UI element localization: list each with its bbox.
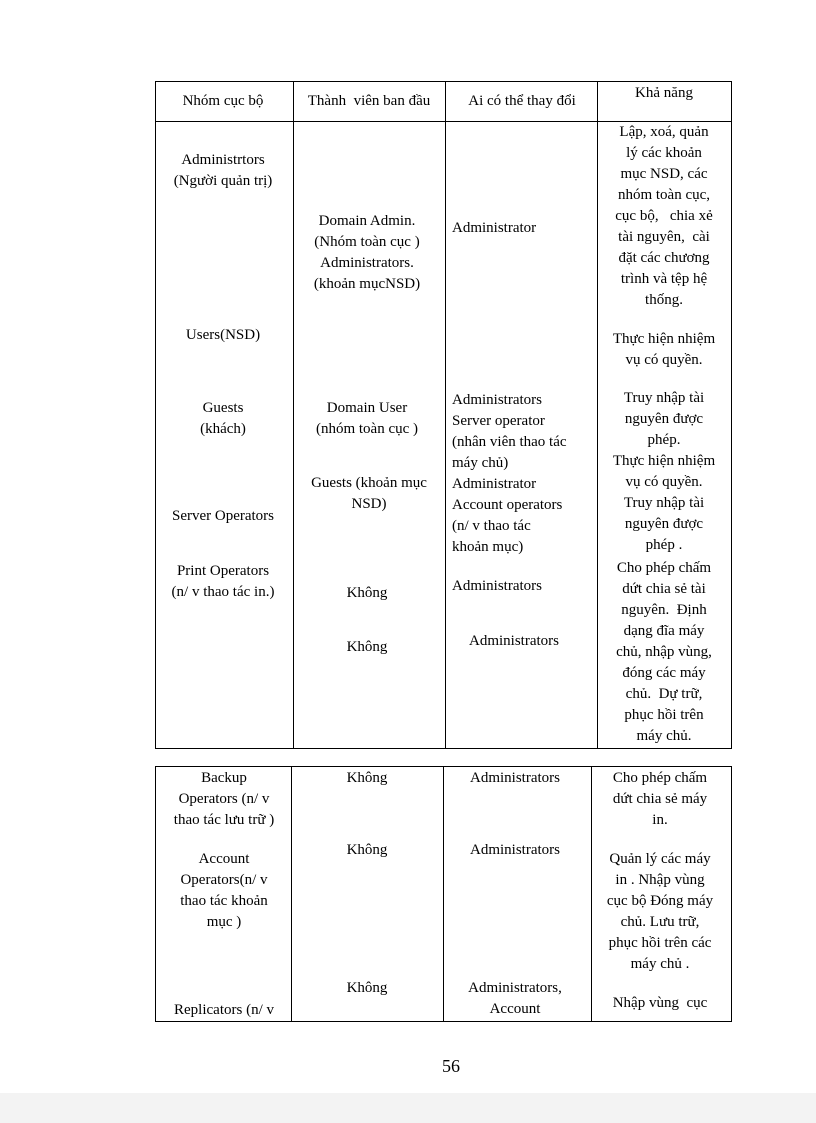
capability-text: Truy nhập tài: [623, 390, 705, 406]
capability-text: Lập, xoá, quản: [619, 124, 709, 140]
capability-text: chủ. Lưu trữ,: [620, 914, 700, 930]
member-text: Administrators.: [320, 255, 414, 271]
member-text: Domain User: [326, 400, 408, 416]
column-divider: [597, 82, 598, 748]
group-guests-note: (khách): [200, 421, 246, 437]
capability-text: dứt chia sẻ tài: [622, 581, 706, 597]
header-group: Nhóm cục bộ: [182, 93, 264, 109]
capability-text: mục NSD, các: [620, 166, 708, 182]
capability-text: vụ có quyền.: [625, 352, 703, 368]
capability-text: Cho phép chấm: [616, 560, 712, 576]
capability-text: nhóm toàn cục,: [617, 187, 711, 203]
changer-text: Administrators: [469, 633, 559, 649]
group-administrators: Administrtors: [181, 152, 265, 168]
capability-text: vụ có quyền.: [625, 474, 703, 490]
capability-text: phép .: [645, 537, 683, 553]
capability-text: Quản lý các máy: [609, 851, 711, 867]
capability-text: Nhập vùng cục: [612, 995, 708, 1011]
member-text: Không: [346, 585, 388, 601]
changer-text: Administrators,: [468, 980, 562, 996]
capability-text: thống.: [645, 292, 683, 308]
capability-text: chủ. Dự trữ,: [625, 686, 703, 702]
member-text: Guests (khoản mục: [311, 475, 427, 491]
capability-text: Cho phép chấm: [612, 770, 708, 786]
capability-text: nguyên. Định: [621, 602, 707, 618]
changer-text: khoản mục): [452, 539, 524, 555]
changer-text: Account: [489, 1001, 541, 1017]
changer-text: Administrators: [470, 842, 560, 858]
capability-text: dạng đĩa máy: [623, 623, 705, 639]
capability-text: phép.: [647, 432, 681, 448]
group-print-operators-note: (n/ v thao tác in.): [171, 584, 275, 600]
capability-text: nguyên được: [624, 516, 704, 532]
capability-text: tài nguyên, cài: [618, 229, 710, 245]
changer-text: Administrator: [452, 476, 537, 492]
group-text: Operators (n/ v: [178, 791, 270, 807]
member-text: (Nhóm toàn cục ): [314, 234, 420, 250]
capability-text: máy chủ .: [630, 956, 690, 972]
group-print-operators: Print Operators: [176, 563, 270, 579]
changer-text: Account operators: [452, 497, 563, 513]
member-text: Không: [346, 639, 388, 655]
member-text: Domain Admin.: [318, 213, 416, 229]
member-text: (nhóm toàn cục ): [315, 421, 419, 437]
capability-text: phục hồi trên: [624, 707, 704, 723]
column-divider: [293, 82, 294, 748]
group-users: Users(NSD): [185, 327, 261, 343]
header-who-can-change: Ai có thể thay đổi: [468, 93, 576, 109]
member-text: Không: [346, 842, 388, 858]
member-text: (khoản mụcNSD): [313, 276, 421, 292]
column-divider: [443, 767, 444, 1021]
member-text: NSD): [351, 496, 387, 512]
capability-text: phục hồi trên các: [608, 935, 712, 951]
group-replicators: Replicators (n/ v: [174, 1002, 274, 1018]
column-divider: [291, 767, 292, 1021]
capability-text: Thực hiện nhiệm: [612, 331, 716, 347]
changer-text: Administrators: [452, 578, 542, 594]
header-capability: Khả năng: [635, 85, 693, 101]
page-number: 56: [442, 1056, 460, 1076]
changer-text: Server operator: [452, 413, 545, 429]
column-divider: [445, 82, 446, 748]
group-account-operators: Account: [198, 851, 250, 867]
capability-text: Truy nhập tài: [623, 495, 705, 511]
changer-text: máy chủ): [452, 455, 509, 471]
group-server-operators: Server Operators: [171, 508, 275, 524]
capability-text: máy chủ.: [636, 728, 692, 744]
changer-text: (n/ v thao tác: [452, 518, 531, 534]
page-bottom-edge: [0, 1093, 816, 1123]
capability-text: in.: [652, 812, 668, 828]
capability-text: cục bộ, chia xẻ: [615, 208, 713, 224]
group-backup-operators: Backup: [201, 770, 247, 786]
group-text: Operators(n/ v: [180, 872, 268, 888]
column-divider: [591, 767, 592, 1021]
capability-text: in . Nhập vùng: [615, 872, 705, 888]
capability-text: lý các khoản: [626, 145, 702, 161]
changer-text: (nhân viên thao tác: [452, 434, 567, 450]
group-text: thao tác khoản: [180, 893, 268, 909]
capability-text: Thực hiện nhiệm: [612, 453, 716, 469]
capability-text: cục bộ Đóng máy: [606, 893, 714, 909]
capability-text: chủ, nhập vùng,: [616, 644, 712, 660]
capability-text: đặt các chương: [618, 250, 710, 266]
member-text: Không: [346, 770, 388, 786]
member-text: Không: [346, 980, 388, 996]
changer-text: Administrators: [452, 392, 542, 408]
capability-text: nguyên được: [624, 411, 704, 427]
changer-text: Administrator: [452, 220, 537, 236]
group-text: thao tác lưu trữ ): [173, 812, 275, 828]
group-guests: Guests: [202, 400, 244, 416]
capability-text: dứt chia sẻ máy: [612, 791, 708, 807]
group-administrators-note: (Người quản trị): [173, 173, 273, 189]
capability-text: trình và tệp hệ: [620, 271, 708, 287]
changer-text: Administrators: [470, 770, 560, 786]
header-initial-members: Thành viên ban đầu: [307, 93, 431, 109]
capability-text: đóng các máy: [622, 665, 706, 681]
group-text: mục ): [206, 914, 242, 930]
